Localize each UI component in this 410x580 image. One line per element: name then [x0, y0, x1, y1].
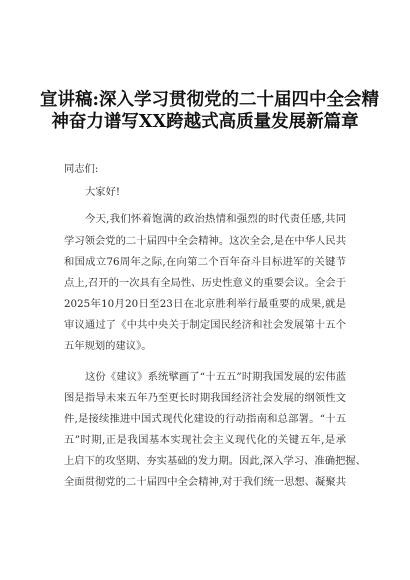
paragraph-2-line-2: 图是指导未来五年乃至更长时期我国经济社会发展的纲领性文 — [64, 392, 346, 404]
paragraph-2-line-6: 全面贯彻党的二十届四中全会精神,对于我们统一思想、凝聚共 — [64, 476, 346, 488]
paragraph-1-line-3: 和国成立76周年之际,在向第二个百年奋斗目标进军的关键节 — [64, 256, 346, 268]
salutation: 同志们: — [64, 163, 99, 175]
greeting: 大家好! — [85, 186, 121, 198]
paragraph-2-line-5: 上启下的攻坚期、夯实基础的发力期。因此,深入学习、准确把握、 — [64, 455, 366, 467]
paragraph-1-line-5: 2025年10月20日至23日在北京胜利举行最重要的成果,就是 — [64, 298, 346, 310]
paragraph-1-line-7: 五年规划的建议》。 — [64, 340, 152, 352]
paragraph-2-line-3: 件,是接续推进中国式现代化建设的行动指南和总部署。“十五 — [64, 413, 346, 425]
document-title-line-1: 宣讲稿:深入学习贯彻党的二十届四中全会精 — [40, 90, 379, 110]
paragraph-1-line-2: 学习领会党的二十届四中全会精神。这次全会,是在中华人民共 — [64, 235, 346, 247]
paragraph-2-line-4: 五”时期,正是我国基本实现社会主义现代化的关键五年,是承 — [64, 434, 346, 446]
paragraph-2-line-1: 这份《建议》系统擘画了“十五五”时期我国发展的宏伟蓝 — [85, 371, 346, 383]
paragraph-1-line-1: 今天,我们怀着饱满的政治热情和强烈的时代责任感,共同 — [85, 213, 346, 225]
paragraph-1-line-4: 点上,召开的一次具有全局性、历史性意义的重要会议。全会于 — [64, 277, 346, 289]
document-title-line-2: 神奋力谱写XX跨越式高质量发展新篇章 — [51, 112, 359, 132]
paragraph-1-line-6: 审议通过了《中共中央关于制定国民经济和社会发展第十五个 — [64, 319, 346, 331]
